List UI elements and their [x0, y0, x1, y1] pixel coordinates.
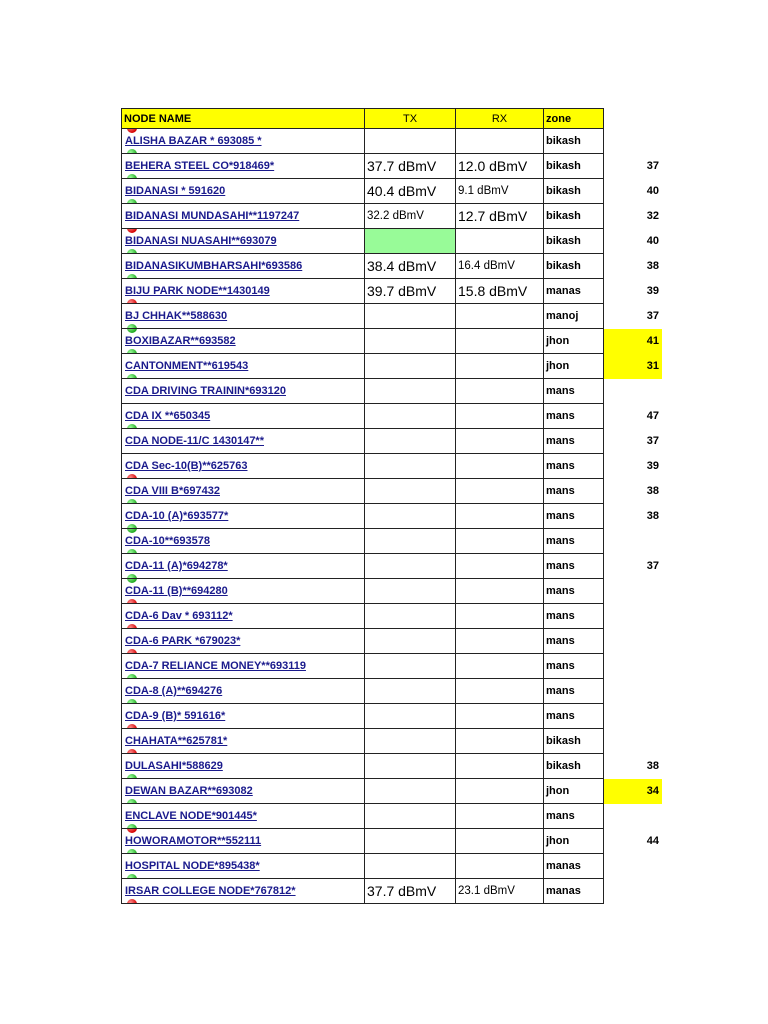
tx-reading: 40.4 dBmV: [367, 183, 437, 199]
node-name-cell: [122, 729, 365, 754]
tx-cell: [365, 354, 456, 379]
node-name-cell: [122, 554, 365, 579]
rx-cell: [456, 829, 544, 854]
green-status-dot-icon: [127, 374, 137, 379]
zone-cell: bikash: [544, 204, 604, 229]
table-row: [122, 754, 663, 779]
rx-cell: [456, 379, 544, 404]
tx-cell: [365, 279, 456, 304]
red-status-dot-icon: [127, 899, 137, 904]
rx-cell: [456, 279, 544, 304]
zone-cell: bikash: [544, 179, 604, 204]
table-row: [122, 779, 663, 804]
value-cell: 40: [646, 185, 659, 197]
green-status-dot-icon: [127, 579, 137, 584]
green-status-dot-icon: [127, 574, 137, 579]
zone-cell: mans: [544, 804, 604, 829]
zone-cell: bikash: [544, 129, 604, 154]
tx-cell: [365, 654, 456, 679]
green-status-dot-icon: [127, 349, 137, 354]
node-name-cell: [122, 704, 365, 729]
green-status-dot-icon: [127, 549, 137, 554]
zone-cell: mans: [544, 504, 604, 529]
green-status-dot-icon: [127, 674, 137, 679]
rx-cell: [456, 354, 544, 379]
zone-cell: jhon: [544, 829, 604, 854]
value-cell: [604, 854, 663, 879]
table-row: [122, 604, 663, 629]
value-cell: [604, 804, 663, 829]
tx-reading: 37.7 dBmV: [367, 883, 437, 899]
tx-cell: [365, 854, 456, 879]
green-status-dot-icon: [127, 324, 137, 329]
green-status-dot-icon: [127, 529, 137, 534]
node-name-cell: [122, 629, 365, 654]
rx-cell: [456, 304, 544, 329]
node-name-cell: [122, 879, 365, 904]
rx-cell: [456, 329, 544, 354]
node-link[interactable]: BIDANASIKUMBHARSAHI*693586: [125, 260, 303, 272]
node-name-cell: [122, 204, 365, 229]
table-row: [122, 429, 663, 454]
zone-cell: bikash: [544, 229, 604, 254]
node-link[interactable]: CDA IX **650345: [125, 410, 211, 422]
tx-cell: [365, 229, 456, 254]
tx-cell: [365, 754, 456, 779]
zone-cell: mans: [544, 404, 604, 429]
value-cell: 37: [646, 435, 659, 447]
node-name-cell: [122, 779, 365, 804]
tx-cell: [365, 154, 456, 179]
tx-cell: [365, 704, 456, 729]
node-link[interactable]: CDA DRIVING TRAININ*693120: [125, 385, 286, 397]
node-link[interactable]: DULASAHI*588629: [125, 760, 223, 772]
table-row: [122, 554, 663, 579]
node-name-cell: [122, 304, 365, 329]
rx-reading: 16.4 dBmV: [458, 260, 515, 272]
header-value-blank: [604, 109, 663, 129]
value-cell: [604, 879, 663, 904]
node-name-cell: [122, 579, 365, 604]
rx-cell: [456, 604, 544, 629]
node-link[interactable]: CDA-8 (A)**694276: [125, 685, 223, 697]
table-row: [122, 854, 663, 879]
tx-cell: [365, 554, 456, 579]
tx-cell: [365, 254, 456, 279]
value-cell: [604, 704, 663, 729]
node-link[interactable]: BIDANASI * 591620: [125, 185, 226, 197]
node-link[interactable]: CDA-6 Dav * 693112*: [125, 610, 233, 622]
tx-cell: [365, 329, 456, 354]
tx-cell: [365, 629, 456, 654]
node-name-cell: [122, 454, 365, 479]
red-status-dot-icon: [127, 649, 137, 654]
node-link[interactable]: CDA VIII B*697432: [125, 485, 220, 497]
zone-cell: mans: [544, 554, 604, 579]
zone-cell: bikash: [544, 254, 604, 279]
table-row: [122, 154, 663, 179]
tx-cell: [365, 529, 456, 554]
node-name-cell: [122, 654, 365, 679]
table-row: [122, 829, 663, 854]
tx-cell: [365, 379, 456, 404]
rx-cell: [456, 679, 544, 704]
table-row: [122, 454, 663, 479]
zone-cell: jhon: [544, 329, 604, 354]
table-row: [122, 404, 663, 429]
rx-cell: [456, 454, 544, 479]
node-name-cell: [122, 829, 365, 854]
table-row: [122, 354, 663, 379]
node-name-cell: [122, 129, 365, 154]
tx-cell: [365, 204, 456, 229]
value-cell: 31: [604, 354, 663, 379]
rx-cell: [456, 179, 544, 204]
node-link[interactable]: BIJU PARK NODE**1430149: [125, 285, 270, 297]
node-name-cell: [122, 354, 365, 379]
rx-cell: [456, 229, 544, 254]
table-row: [122, 129, 663, 154]
zone-cell: mans: [544, 629, 604, 654]
tx-cell: [365, 304, 456, 329]
table-row: [122, 704, 663, 729]
value-cell: 41: [604, 329, 663, 354]
node-link[interactable]: ENCLAVE NODE*901445*: [125, 810, 257, 822]
table-row: [122, 679, 663, 704]
value-cell: 32: [646, 210, 659, 222]
node-link[interactable]: CANTONMENT**619543: [125, 360, 249, 372]
rx-cell: [456, 429, 544, 454]
value-cell: [604, 654, 663, 679]
rx-cell: [456, 479, 544, 504]
node-link[interactable]: BIDANASI MUNDASAHI**1197247: [125, 210, 300, 222]
table-row: [122, 504, 663, 529]
green-status-dot-icon: [127, 149, 137, 154]
green-status-dot-icon: [127, 774, 137, 779]
red-status-dot-icon: [127, 299, 137, 304]
value-cell: 37: [646, 560, 659, 572]
rx-reading: 12.7 dBmV: [458, 208, 528, 224]
tx-cell: [365, 579, 456, 604]
rx-cell: [456, 729, 544, 754]
rx-cell: [456, 804, 544, 829]
node-link[interactable]: CDA-11 (A)*694278*: [125, 560, 228, 572]
rx-cell: [456, 254, 544, 279]
value-cell: [604, 129, 663, 154]
zone-cell: mans: [544, 529, 604, 554]
rx-cell: [456, 154, 544, 179]
zone-cell: mans: [544, 379, 604, 404]
node-link[interactable]: CDA-11 (B)**694280: [125, 585, 228, 597]
node-name-cell: [122, 179, 365, 204]
node-link[interactable]: HOWORAMOTOR**552111: [125, 835, 262, 847]
rx-cell: [456, 779, 544, 804]
node-name-cell: [122, 154, 365, 179]
table-row: [122, 729, 663, 754]
node-link[interactable]: CDA-9 (B)* 591616*: [125, 710, 226, 722]
table-row: [122, 879, 663, 904]
tx-cell: [365, 129, 456, 154]
value-cell: 39: [646, 285, 659, 297]
zone-cell: mans: [544, 604, 604, 629]
red-status-dot-icon: [127, 749, 137, 754]
node-link[interactable]: BIDANASI NUASAHI**693079: [125, 235, 277, 247]
zone-cell: manoj: [544, 304, 604, 329]
rx-cell: [456, 879, 544, 904]
node-name-cell: [122, 254, 365, 279]
rx-reading: 9.1 dBmV: [458, 185, 509, 197]
node-name-cell: [122, 679, 365, 704]
node-link[interactable]: CDA-10**693578: [125, 535, 210, 547]
node-name-cell: [122, 529, 365, 554]
value-cell: [604, 379, 663, 404]
red-status-dot-icon: [127, 724, 137, 729]
tx-cell: [365, 804, 456, 829]
node-name-cell: [122, 504, 365, 529]
red-status-dot-icon: [127, 129, 137, 134]
table-row: [122, 629, 663, 654]
green-status-dot-icon: [127, 824, 137, 829]
node-name-cell: [122, 804, 365, 829]
value-cell: 37: [646, 160, 659, 172]
node-name-cell: [122, 854, 365, 879]
value-cell: [604, 529, 663, 554]
node-link[interactable]: BOXIBAZAR**693582: [125, 335, 236, 347]
node-table: [121, 108, 663, 904]
green-status-dot-icon: [127, 524, 137, 529]
table-row: [122, 279, 663, 304]
node-name-cell: [122, 329, 365, 354]
rx-cell: [456, 754, 544, 779]
tx-cell: [365, 479, 456, 504]
green-status-dot-icon: [127, 329, 137, 334]
rx-reading: 23.1 dBmV: [458, 885, 515, 897]
tx-cell: [365, 829, 456, 854]
header-zone: zone: [544, 109, 604, 129]
red-status-dot-icon: [127, 599, 137, 604]
zone-cell: mans: [544, 654, 604, 679]
zone-cell: mans: [544, 454, 604, 479]
header-node-name: NODE NAME: [122, 109, 365, 129]
tx-cell: [365, 454, 456, 479]
zone-cell: manas: [544, 879, 604, 904]
tx-reading: 32.2 dBmV: [367, 210, 424, 222]
value-cell: 40: [646, 235, 659, 247]
green-status-dot-icon: [127, 249, 137, 254]
node-name-cell: [122, 429, 365, 454]
node-link[interactable]: IRSAR COLLEGE NODE*767812*: [125, 885, 296, 897]
zone-cell: bikash: [544, 729, 604, 754]
zone-cell: mans: [544, 704, 604, 729]
red-status-dot-icon: [127, 474, 137, 479]
value-cell: 34: [604, 779, 663, 804]
value-cell: [604, 604, 663, 629]
zone-cell: mans: [544, 429, 604, 454]
node-link[interactable]: CDA Sec-10(B)**625763: [125, 460, 248, 472]
tx-cell: [365, 404, 456, 429]
value-cell: [604, 729, 663, 754]
tx-cell: [365, 504, 456, 529]
tx-cell: [365, 729, 456, 754]
node-link[interactable]: HOSPITAL NODE*895438*: [125, 860, 260, 872]
header-rx: RX: [456, 109, 544, 129]
green-status-dot-icon: [127, 799, 137, 804]
node-name-cell: [122, 229, 365, 254]
table-row: [122, 654, 663, 679]
node-link[interactable]: CDA-10 (A)*693577*: [125, 510, 229, 522]
node-link[interactable]: DEWAN BAZAR**693082: [125, 785, 253, 797]
zone-cell: manas: [544, 279, 604, 304]
value-cell: 38: [646, 510, 659, 522]
node-link[interactable]: CDA-7 RELIANCE MONEY**693119: [125, 660, 306, 672]
table-row: [122, 329, 663, 354]
node-status-sheet: [121, 108, 663, 904]
node-link[interactable]: BJ CHHAK**588630: [125, 310, 228, 322]
red-status-dot-icon: [127, 624, 137, 629]
table-row: [122, 479, 663, 504]
node-name-cell: [122, 604, 365, 629]
tx-cell: [365, 429, 456, 454]
node-link[interactable]: CDA NODE-11/C 1430147**: [125, 435, 264, 447]
header-tx: TX: [365, 109, 456, 129]
zone-cell: manas: [544, 854, 604, 879]
node-link[interactable]: BEHERA STEEL CO*918469*: [125, 160, 275, 172]
green-status-dot-icon: [127, 849, 137, 854]
table-row: [122, 804, 663, 829]
node-name-cell: [122, 404, 365, 429]
rx-cell: [456, 704, 544, 729]
node-link[interactable]: CHAHATA**625781*: [125, 735, 228, 747]
zone-cell: bikash: [544, 154, 604, 179]
node-name-cell: [122, 279, 365, 304]
node-link[interactable]: CDA-6 PARK *679023*: [125, 635, 241, 647]
rx-reading: 15.8 dBmV: [458, 283, 528, 299]
zone-cell: jhon: [544, 354, 604, 379]
value-cell: 38: [646, 485, 659, 497]
tx-reading: 38.4 dBmV: [367, 258, 437, 274]
node-name-cell: [122, 379, 365, 404]
rx-cell: [456, 129, 544, 154]
table-row: [122, 179, 663, 204]
value-cell: [604, 629, 663, 654]
table-row: [122, 229, 663, 254]
tx-cell: [365, 779, 456, 804]
node-name-cell: [122, 754, 365, 779]
table-row: [122, 304, 663, 329]
tx-reading: 37.7 dBmV: [367, 158, 437, 174]
tx-cell: [365, 879, 456, 904]
rx-cell: [456, 854, 544, 879]
node-link[interactable]: ALISHA BAZAR * 693085 *: [125, 135, 262, 147]
value-cell: 38: [646, 260, 659, 272]
green-status-dot-icon: [127, 424, 137, 429]
value-cell: 37: [646, 310, 659, 322]
table-row: [122, 379, 663, 404]
tx-cell: [365, 604, 456, 629]
green-status-dot-icon: [127, 874, 137, 879]
rx-cell: [456, 579, 544, 604]
value-cell: 38: [646, 760, 659, 772]
green-status-dot-icon: [127, 174, 137, 179]
zone-cell: jhon: [544, 779, 604, 804]
tx-cell: [365, 679, 456, 704]
value-cell: 39: [646, 460, 659, 472]
red-status-dot-icon: [127, 829, 137, 834]
rx-cell: [456, 654, 544, 679]
value-cell: 47: [646, 410, 659, 422]
zone-cell: mans: [544, 479, 604, 504]
tx-reading: 39.7 dBmV: [367, 283, 437, 299]
red-status-dot-icon: [127, 229, 137, 234]
rx-cell: [456, 629, 544, 654]
value-cell: [604, 579, 663, 604]
header-row: [122, 109, 663, 129]
rx-cell: [456, 404, 544, 429]
green-status-dot-icon: [127, 699, 137, 704]
value-cell: 44: [646, 835, 659, 847]
table-row: [122, 579, 663, 604]
node-name-cell: [122, 479, 365, 504]
zone-cell: mans: [544, 679, 604, 704]
rx-reading: 12.0 dBmV: [458, 158, 528, 174]
green-status-dot-icon: [127, 274, 137, 279]
rx-cell: [456, 529, 544, 554]
table-row: [122, 254, 663, 279]
rx-cell: [456, 554, 544, 579]
table-row: [122, 204, 663, 229]
green-status-dot-icon: [127, 499, 137, 504]
zone-cell: mans: [544, 579, 604, 604]
green-status-dot-icon: [127, 199, 137, 204]
rx-cell: [456, 504, 544, 529]
tx-cell: [365, 179, 456, 204]
value-cell: [604, 679, 663, 704]
rx-cell: [456, 204, 544, 229]
zone-cell: bikash: [544, 754, 604, 779]
table-row: [122, 529, 663, 554]
